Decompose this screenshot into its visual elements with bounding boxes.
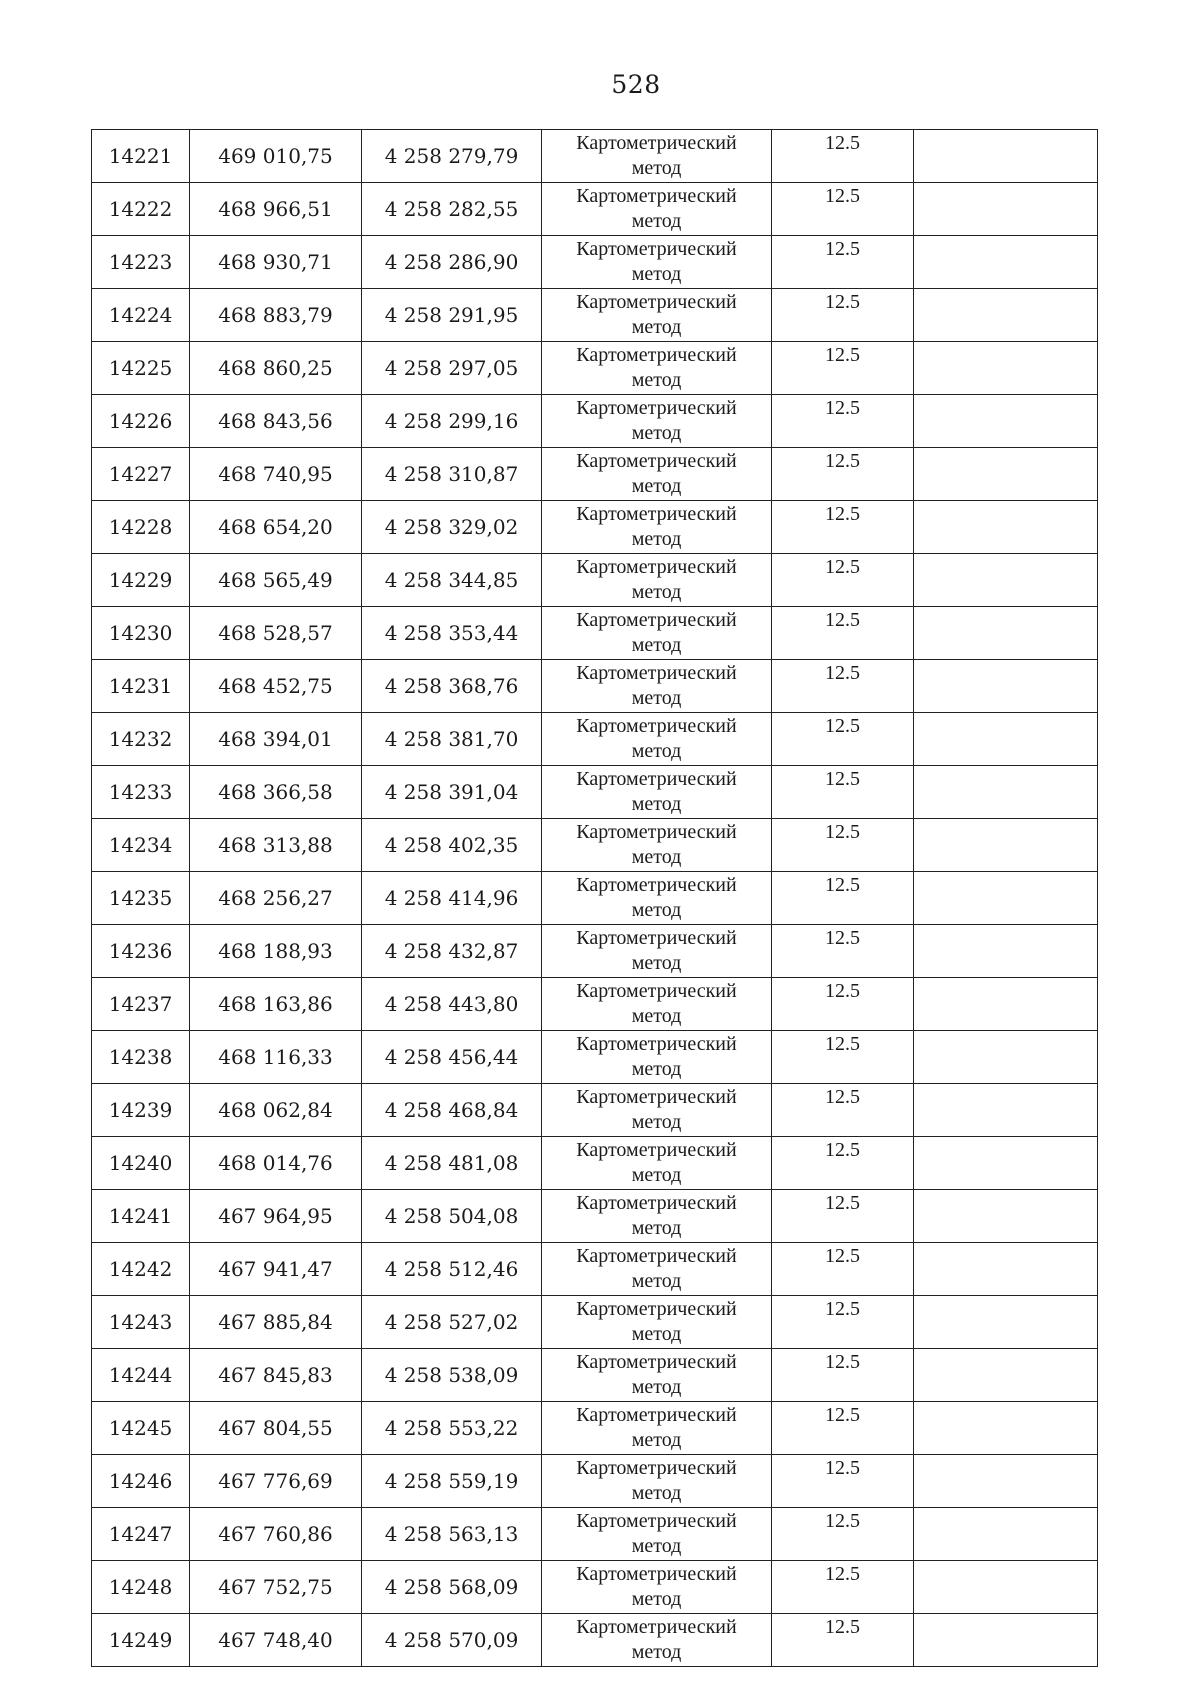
method-line-2: метод <box>631 1535 682 1557</box>
x-coordinate-cell: 468 565,49 <box>190 554 362 607</box>
method-line-1: Картометрический <box>576 609 737 631</box>
method-line-2: метод <box>631 687 682 709</box>
precision-cell: 12.5 <box>772 130 914 183</box>
note-cell <box>914 501 1098 554</box>
method-line-2: метод <box>631 263 682 285</box>
precision-cell: 12.5 <box>772 1561 914 1614</box>
point-number-cell: 14244 <box>92 1349 190 1402</box>
method-cell <box>542 1614 772 1667</box>
y-coordinate-cell: 4 258 344,85 <box>362 554 542 607</box>
method-cell <box>542 501 772 554</box>
x-coordinate-cell: 468 116,33 <box>190 1031 362 1084</box>
y-coordinate-cell: 4 258 381,70 <box>362 713 542 766</box>
y-coordinate-cell: 4 258 568,09 <box>362 1561 542 1614</box>
y-coordinate-cell: 4 258 456,44 <box>362 1031 542 1084</box>
x-coordinate-cell: 468 966,51 <box>190 183 362 236</box>
y-coordinate-cell: 4 258 282,55 <box>362 183 542 236</box>
y-coordinate-cell: 4 258 559,19 <box>362 1455 542 1508</box>
method-cell <box>542 1402 772 1455</box>
method-line-1: Картометрический <box>576 1457 737 1479</box>
precision-cell: 12.5 <box>772 395 914 448</box>
method-line-1: Картометрический <box>576 1616 737 1638</box>
method-cell <box>542 130 772 183</box>
precision-cell: 12.5 <box>772 1402 914 1455</box>
point-number-cell: 14223 <box>92 236 190 289</box>
table-row <box>92 607 1098 660</box>
precision-cell: 12.5 <box>772 925 914 978</box>
table-row <box>92 1031 1098 1084</box>
method-line-1: Картометрический <box>576 1351 737 1373</box>
table-row <box>92 1402 1098 1455</box>
x-coordinate-cell: 468 163,86 <box>190 978 362 1031</box>
x-coordinate-cell: 468 740,95 <box>190 448 362 501</box>
method-line-1: Картометрический <box>576 397 737 419</box>
table-row <box>92 554 1098 607</box>
x-coordinate-cell: 468 452,75 <box>190 660 362 713</box>
table-row <box>92 1084 1098 1137</box>
method-line-1: Картометрический <box>576 238 737 260</box>
x-coordinate-cell: 468 394,01 <box>190 713 362 766</box>
method-line-2: метод <box>631 1588 682 1610</box>
table-row <box>92 1508 1098 1561</box>
y-coordinate-cell: 4 258 402,35 <box>362 819 542 872</box>
point-number-cell: 14221 <box>92 130 190 183</box>
y-coordinate-cell: 4 258 310,87 <box>362 448 542 501</box>
table-row <box>92 1296 1098 1349</box>
y-coordinate-cell: 4 258 527,02 <box>362 1296 542 1349</box>
note-cell <box>914 872 1098 925</box>
method-cell <box>542 1137 772 1190</box>
table-row <box>92 183 1098 236</box>
x-coordinate-cell: 467 748,40 <box>190 1614 362 1667</box>
y-coordinate-cell: 4 258 468,84 <box>362 1084 542 1137</box>
point-number-cell: 14238 <box>92 1031 190 1084</box>
method-cell <box>542 395 772 448</box>
y-coordinate-cell: 4 258 279,79 <box>362 130 542 183</box>
method-line-2: метод <box>631 528 682 550</box>
note-cell <box>914 1084 1098 1137</box>
x-coordinate-cell: 468 528,57 <box>190 607 362 660</box>
note-cell <box>914 713 1098 766</box>
precision-cell: 12.5 <box>772 1296 914 1349</box>
method-line-1: Картометрический <box>576 874 737 896</box>
table-row <box>92 289 1098 342</box>
point-number-cell: 14222 <box>92 183 190 236</box>
y-coordinate-cell: 4 258 297,05 <box>362 342 542 395</box>
note-cell <box>914 183 1098 236</box>
y-coordinate-cell: 4 258 570,09 <box>362 1614 542 1667</box>
point-number-cell: 14246 <box>92 1455 190 1508</box>
point-number-cell: 14243 <box>92 1296 190 1349</box>
method-line-1: Картометрический <box>576 1298 737 1320</box>
y-coordinate-cell: 4 258 353,44 <box>362 607 542 660</box>
method-line-1: Картометрический <box>576 980 737 1002</box>
precision-cell: 12.5 <box>772 1508 914 1561</box>
y-coordinate-cell: 4 258 391,04 <box>362 766 542 819</box>
note-cell <box>914 1349 1098 1402</box>
y-coordinate-cell: 4 258 291,95 <box>362 289 542 342</box>
point-number-cell: 14241 <box>92 1190 190 1243</box>
y-coordinate-cell: 4 258 414,96 <box>362 872 542 925</box>
x-coordinate-cell: 468 188,93 <box>190 925 362 978</box>
method-line-2: метод <box>631 1111 682 1133</box>
method-line-1: Картометрический <box>576 556 737 578</box>
method-line-1: Картометрический <box>576 821 737 843</box>
note-cell <box>914 554 1098 607</box>
table-row <box>92 501 1098 554</box>
method-line-2: метод <box>631 846 682 868</box>
method-line-2: метод <box>631 369 682 391</box>
note-cell <box>914 925 1098 978</box>
point-number-cell: 14248 <box>92 1561 190 1614</box>
table-row <box>92 1561 1098 1614</box>
precision-cell: 12.5 <box>772 1614 914 1667</box>
method-line-1: Картометрический <box>576 768 737 790</box>
note-cell <box>914 130 1098 183</box>
precision-cell: 12.5 <box>772 289 914 342</box>
method-line-2: метод <box>631 1641 682 1663</box>
x-coordinate-cell: 467 885,84 <box>190 1296 362 1349</box>
note-cell <box>914 395 1098 448</box>
table-row <box>92 1190 1098 1243</box>
point-number-cell: 14242 <box>92 1243 190 1296</box>
method-line-1: Картометрический <box>576 927 737 949</box>
table-row <box>92 1614 1098 1667</box>
x-coordinate-cell: 468 256,27 <box>190 872 362 925</box>
point-number-cell: 14240 <box>92 1137 190 1190</box>
method-line-1: Картометрический <box>576 1086 737 1108</box>
y-coordinate-cell: 4 258 563,13 <box>362 1508 542 1561</box>
coordinates-table-body <box>92 130 1098 1667</box>
method-line-1: Картометрический <box>576 132 737 154</box>
method-cell <box>542 1031 772 1084</box>
method-line-1: Картометрический <box>576 1245 737 1267</box>
note-cell <box>914 236 1098 289</box>
table-row <box>92 819 1098 872</box>
method-cell <box>542 1455 772 1508</box>
x-coordinate-cell: 469 010,75 <box>190 130 362 183</box>
page-number: 528 <box>611 70 661 99</box>
x-coordinate-cell: 468 062,84 <box>190 1084 362 1137</box>
method-line-1: Картометрический <box>576 1404 737 1426</box>
method-line-2: метод <box>631 1482 682 1504</box>
method-cell <box>542 925 772 978</box>
y-coordinate-cell: 4 258 553,22 <box>362 1402 542 1455</box>
method-line-2: метод <box>631 740 682 762</box>
method-cell <box>542 1084 772 1137</box>
method-line-2: метод <box>631 793 682 815</box>
method-line-2: метод <box>631 422 682 444</box>
method-line-1: Картометрический <box>576 291 737 313</box>
x-coordinate-cell: 468 860,25 <box>190 342 362 395</box>
note-cell <box>914 342 1098 395</box>
method-cell <box>542 660 772 713</box>
method-line-1: Картометрический <box>576 662 737 684</box>
method-line-2: метод <box>631 1323 682 1345</box>
x-coordinate-cell: 467 776,69 <box>190 1455 362 1508</box>
precision-cell: 12.5 <box>772 607 914 660</box>
method-cell <box>542 554 772 607</box>
note-cell <box>914 607 1098 660</box>
point-number-cell: 14226 <box>92 395 190 448</box>
method-line-2: метод <box>631 475 682 497</box>
method-cell <box>542 872 772 925</box>
table-row <box>92 130 1098 183</box>
table-row <box>92 766 1098 819</box>
table-row <box>92 342 1098 395</box>
note-cell <box>914 1031 1098 1084</box>
table-row <box>92 1243 1098 1296</box>
method-cell <box>542 1349 772 1402</box>
table-row <box>92 660 1098 713</box>
precision-cell: 12.5 <box>772 1084 914 1137</box>
precision-cell: 12.5 <box>772 183 914 236</box>
precision-cell: 12.5 <box>772 1031 914 1084</box>
y-coordinate-cell: 4 258 299,16 <box>362 395 542 448</box>
method-cell <box>542 183 772 236</box>
note-cell <box>914 1402 1098 1455</box>
point-number-cell: 14228 <box>92 501 190 554</box>
method-cell <box>542 1190 772 1243</box>
point-number-cell: 14245 <box>92 1402 190 1455</box>
note-cell <box>914 1296 1098 1349</box>
precision-cell: 12.5 <box>772 554 914 607</box>
precision-cell: 12.5 <box>772 872 914 925</box>
method-line-2: метод <box>631 1429 682 1451</box>
method-line-2: метод <box>631 1376 682 1398</box>
table-row <box>92 1349 1098 1402</box>
precision-cell: 12.5 <box>772 713 914 766</box>
method-cell <box>542 236 772 289</box>
method-line-1: Картометрический <box>576 1510 737 1532</box>
x-coordinate-cell: 467 941,47 <box>190 1243 362 1296</box>
method-line-1: Картометрический <box>576 450 737 472</box>
method-line-2: метод <box>631 581 682 603</box>
x-coordinate-cell: 468 654,20 <box>190 501 362 554</box>
note-cell <box>914 1455 1098 1508</box>
point-number-cell: 14230 <box>92 607 190 660</box>
y-coordinate-cell: 4 258 432,87 <box>362 925 542 978</box>
note-cell <box>914 1561 1098 1614</box>
method-line-1: Картометрический <box>576 1033 737 1055</box>
point-number-cell: 14237 <box>92 978 190 1031</box>
point-number-cell: 14231 <box>92 660 190 713</box>
method-cell <box>542 819 772 872</box>
x-coordinate-cell: 467 804,55 <box>190 1402 362 1455</box>
y-coordinate-cell: 4 258 286,90 <box>362 236 542 289</box>
point-number-cell: 14239 <box>92 1084 190 1137</box>
precision-cell: 12.5 <box>772 978 914 1031</box>
point-number-cell: 14247 <box>92 1508 190 1561</box>
note-cell <box>914 660 1098 713</box>
y-coordinate-cell: 4 258 329,02 <box>362 501 542 554</box>
method-cell <box>542 1508 772 1561</box>
method-line-2: метод <box>631 210 682 232</box>
point-number-cell: 14234 <box>92 819 190 872</box>
precision-cell: 12.5 <box>772 1137 914 1190</box>
table-row <box>92 713 1098 766</box>
note-cell <box>914 1508 1098 1561</box>
x-coordinate-cell: 467 752,75 <box>190 1561 362 1614</box>
method-line-2: метод <box>631 952 682 974</box>
note-cell <box>914 978 1098 1031</box>
precision-cell: 12.5 <box>772 1190 914 1243</box>
coordinates-table <box>91 129 1098 1667</box>
x-coordinate-cell: 468 313,88 <box>190 819 362 872</box>
method-cell <box>542 342 772 395</box>
table-row <box>92 236 1098 289</box>
method-line-1: Картометрический <box>576 344 737 366</box>
method-line-1: Картометрический <box>576 185 737 207</box>
method-cell <box>542 607 772 660</box>
x-coordinate-cell: 468 014,76 <box>190 1137 362 1190</box>
note-cell <box>914 1190 1098 1243</box>
method-line-1: Картометрический <box>576 1139 737 1161</box>
table-row <box>92 978 1098 1031</box>
x-coordinate-cell: 468 883,79 <box>190 289 362 342</box>
precision-cell: 12.5 <box>772 819 914 872</box>
table-row <box>92 395 1098 448</box>
y-coordinate-cell: 4 258 443,80 <box>362 978 542 1031</box>
table-row <box>92 925 1098 978</box>
precision-cell: 12.5 <box>772 448 914 501</box>
precision-cell: 12.5 <box>772 342 914 395</box>
method-line-2: метод <box>631 1058 682 1080</box>
method-line-2: метод <box>631 899 682 921</box>
x-coordinate-cell: 468 930,71 <box>190 236 362 289</box>
x-coordinate-cell: 467 845,83 <box>190 1349 362 1402</box>
point-number-cell: 14224 <box>92 289 190 342</box>
note-cell <box>914 1614 1098 1667</box>
table-row <box>92 448 1098 501</box>
x-coordinate-cell: 467 760,86 <box>190 1508 362 1561</box>
method-cell <box>542 713 772 766</box>
method-cell <box>542 289 772 342</box>
note-cell <box>914 289 1098 342</box>
precision-cell: 12.5 <box>772 236 914 289</box>
point-number-cell: 14229 <box>92 554 190 607</box>
note-cell <box>914 1137 1098 1190</box>
point-number-cell: 14233 <box>92 766 190 819</box>
note-cell <box>914 766 1098 819</box>
note-cell <box>914 1243 1098 1296</box>
y-coordinate-cell: 4 258 538,09 <box>362 1349 542 1402</box>
y-coordinate-cell: 4 258 368,76 <box>362 660 542 713</box>
method-cell <box>542 1296 772 1349</box>
method-cell <box>542 978 772 1031</box>
method-cell <box>542 1243 772 1296</box>
method-line-2: метод <box>631 1005 682 1027</box>
point-number-cell: 14235 <box>92 872 190 925</box>
point-number-cell: 14232 <box>92 713 190 766</box>
point-number-cell: 14236 <box>92 925 190 978</box>
method-line-2: метод <box>631 634 682 656</box>
point-number-cell: 14249 <box>92 1614 190 1667</box>
note-cell <box>914 448 1098 501</box>
x-coordinate-cell: 468 843,56 <box>190 395 362 448</box>
method-line-1: Картометрический <box>576 503 737 525</box>
method-line-1: Картометрический <box>576 1192 737 1214</box>
table-row <box>92 1137 1098 1190</box>
method-cell <box>542 766 772 819</box>
precision-cell: 12.5 <box>772 1243 914 1296</box>
point-number-cell: 14225 <box>92 342 190 395</box>
method-line-2: метод <box>631 1164 682 1186</box>
x-coordinate-cell: 467 964,95 <box>190 1190 362 1243</box>
precision-cell: 12.5 <box>772 501 914 554</box>
method-line-1: Картометрический <box>576 1563 737 1585</box>
precision-cell: 12.5 <box>772 1349 914 1402</box>
method-line-1: Картометрический <box>576 715 737 737</box>
point-number-cell: 14227 <box>92 448 190 501</box>
method-cell <box>542 448 772 501</box>
method-line-2: метод <box>631 1217 682 1239</box>
x-coordinate-cell: 468 366,58 <box>190 766 362 819</box>
note-cell <box>914 819 1098 872</box>
method-line-2: метод <box>631 1270 682 1292</box>
precision-cell: 12.5 <box>772 1455 914 1508</box>
method-cell <box>542 1561 772 1614</box>
y-coordinate-cell: 4 258 481,08 <box>362 1137 542 1190</box>
y-coordinate-cell: 4 258 512,46 <box>362 1243 542 1296</box>
table-row <box>92 872 1098 925</box>
method-line-2: метод <box>631 316 682 338</box>
method-line-2: метод <box>631 157 682 179</box>
precision-cell: 12.5 <box>772 660 914 713</box>
y-coordinate-cell: 4 258 504,08 <box>362 1190 542 1243</box>
precision-cell: 12.5 <box>772 766 914 819</box>
table-row <box>92 1455 1098 1508</box>
